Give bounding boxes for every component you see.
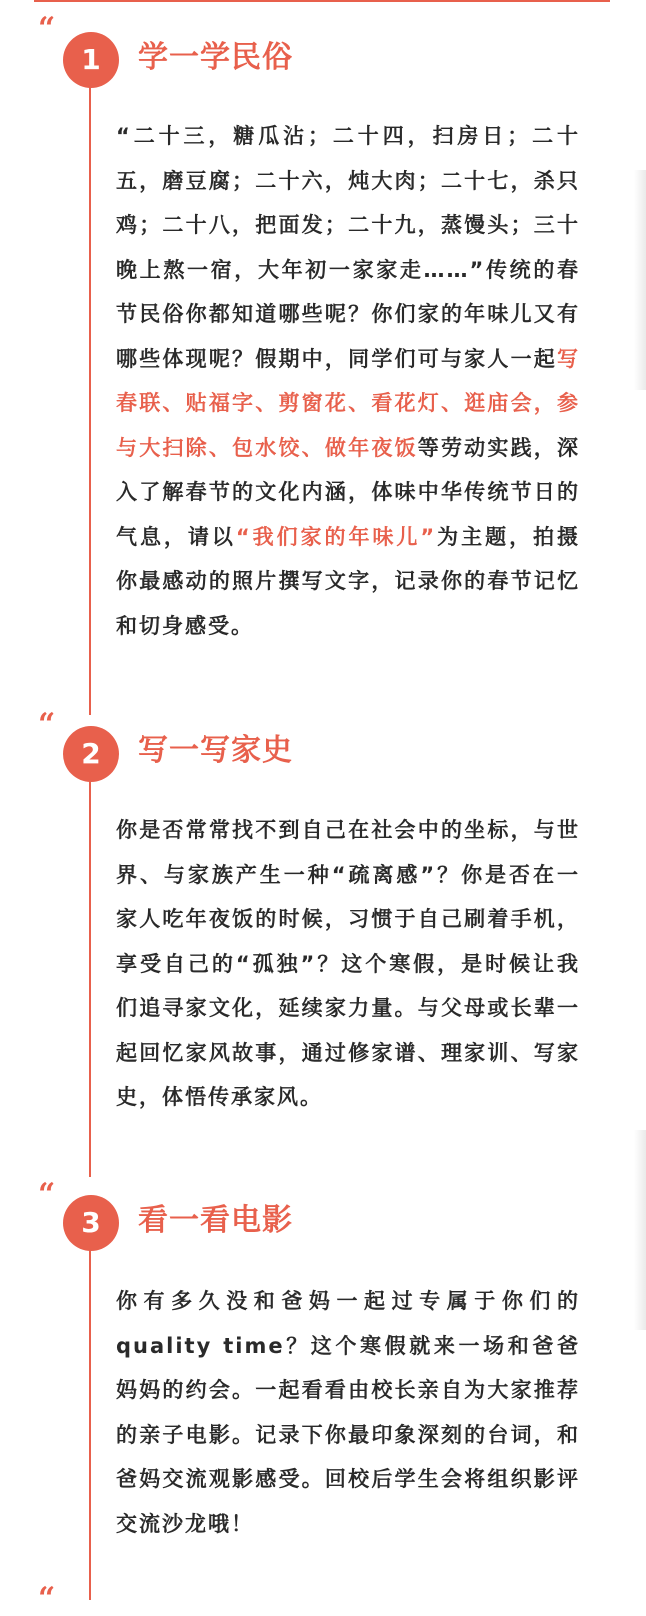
body-text: 为主题，拍摄你最感动的照片撰写文字，记录你的春节记忆和切身感受。 [116,524,581,638]
timeline-line [89,777,91,1177]
top-divider [34,0,610,2]
section-body [116,1279,580,1546]
section-number-badge: 2 [63,726,119,782]
scroll-shadow [634,170,646,390]
section-title: 看一看电影 [138,1203,293,1238]
quote-mark-icon: “ [38,11,56,46]
timeline-line [89,80,91,715]
body-text: 你有多久没和爸妈一起过专属于你们的quality time？这个寒假就来一场和爸爸妈妈的约会。一起看看由校长亲自为大家推荐的亲子电影。记录下你最印象深刻的台词，和爸妈交流观影感受。回校后学生会将组织影评交流沙龙哦！ [116,1289,580,1536]
body-text: 等劳动实践，深入了解春节的文化内涵，体味中华传统节日的气息，请以 [116,435,581,549]
scroll-shadow [634,1130,646,1330]
section-number-badge: 1 [63,32,119,88]
section-title: 写一写家史 [138,733,293,768]
section-body [116,808,580,1120]
quote-mark-icon: “ [38,707,56,742]
highlighted-text: 写春联、贴福字、剪窗花、看花灯、逛庙会，参与大扫除、包水饺、做年夜饭 [116,346,580,460]
quote-mark-icon: “ [38,1581,56,1616]
section-body [116,114,580,648]
section-number-badge: 3 [63,1195,119,1251]
quote-mark-icon: “ [38,1177,56,1212]
section-title: 学一学民俗 [138,40,293,75]
body-text: “二十三，糖瓜沾；二十四，扫房日；二十五，磨豆腐；二十六，炖大肉；二十七，杀只鸡；二十八，把面发；二十九，蒸馒头；三十晚上熬一宿，大年初一家家走……”传统的春节民俗你都知道哪些呢？你们家的年味儿又有哪些体现呢？假期中，同学们可与家人一起 [116,124,580,371]
timeline-line [89,1248,91,1600]
body-text: 你是否常常找不到自己在社会中的坐标，与世界、与家族产生一种“疏离感”？你是否在一家人吃年夜饭的时候，习惯于自己刷着手机，享受自己的“孤独”？这个寒假，是时候让我们追寻家文化，延续家力量。与父母或长辈一起回忆家风故事，通过修家谱、理家训、写家史，体悟传承家风。 [116,818,580,1109]
highlighted-text: “我们家的年味儿” [235,524,437,549]
